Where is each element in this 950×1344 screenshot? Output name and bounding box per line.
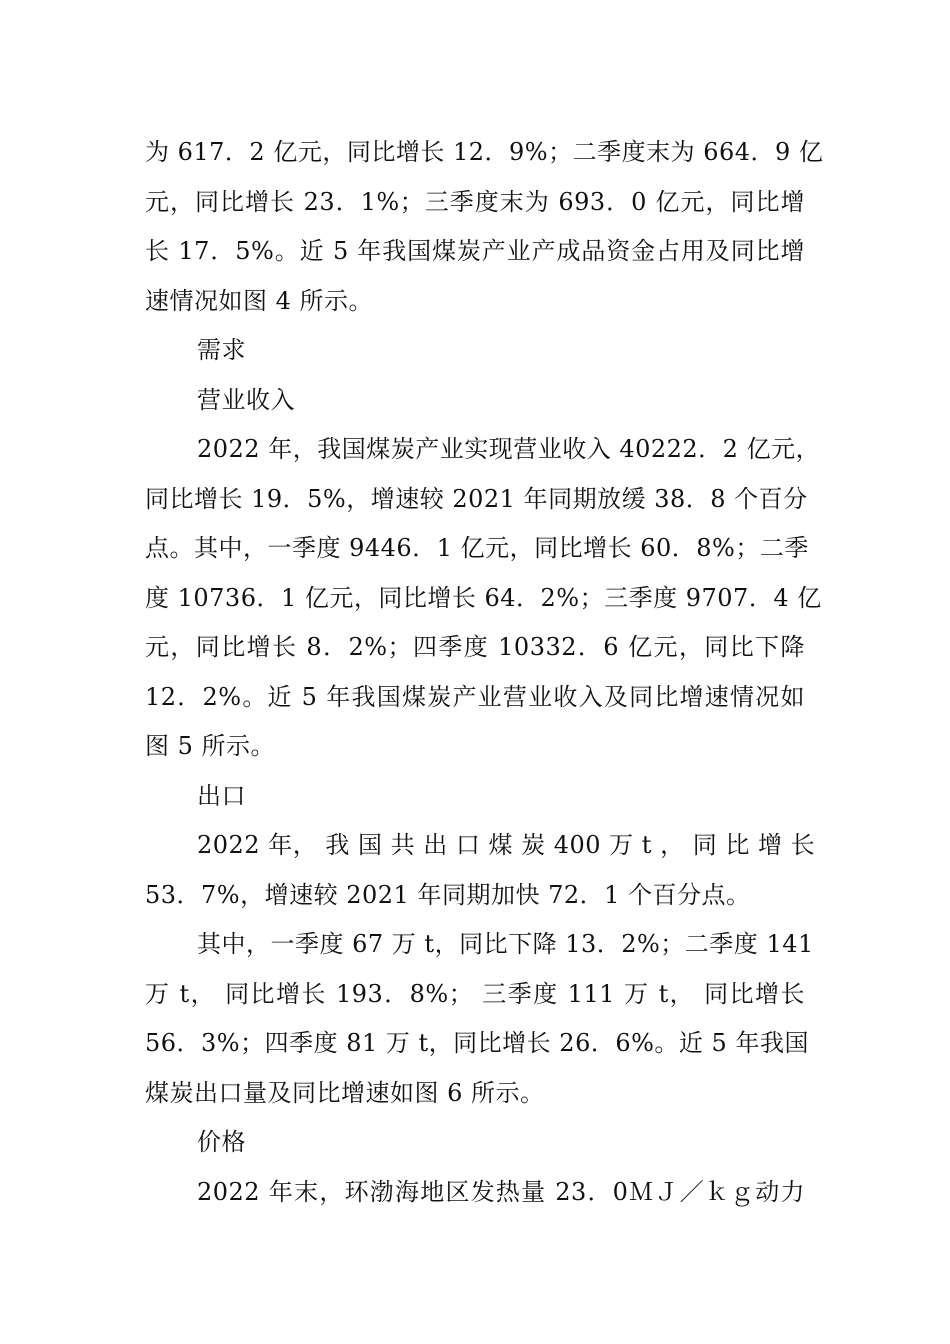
paragraph-line: 2022 年， 我 国 共 出 口 煤 炭 400 万 t ， 同 比 增 长 [197, 831, 816, 859]
paragraph-line: 53．7%，增速较 2021 年同期加快 72．1 个百分点。 [145, 880, 751, 909]
paragraph-line: 图 5 所示。 [145, 732, 276, 760]
paragraph-line: 元，同比增长 8．2%；四季度 10332．6 亿元，同比下降 [145, 633, 805, 661]
section-heading-export: 出口 [197, 781, 246, 810]
paragraph-line: 长 17．5%。近 5 年我国煤炭产业产成品资金占用及同比增 [145, 237, 805, 265]
section-heading-demand: 需求 [197, 336, 246, 364]
section-heading-revenue: 营业收入 [197, 385, 295, 414]
section-heading-price: 价格 [197, 1128, 246, 1156]
paragraph-line: 同比增长 19．5%，增速较 2021 年同期放缓 38．8 个百分 [145, 484, 808, 513]
paragraph-line: 2022 年，我国煤炭产业实现营业收入 40222．2 亿元， [197, 435, 821, 463]
paragraph-line: 为 617．2 亿元，同比增长 12．9%；二季度末为 664．9 亿 [145, 138, 824, 166]
paragraph-line: 2022 年末，环渤海地区发热量 23．0ＭＪ／ｋｇ动力 [197, 1177, 805, 1206]
paragraph-line: 56．3%；四季度 81 万 t，同比增长 26．6%。近 5 年我国 [145, 1029, 809, 1057]
document-body [145, 128, 824, 1217]
paragraph-line: 度 10736．1 亿元，同比增长 64．2%；三季度 9707．4 亿 [145, 583, 822, 612]
paragraph-line: 速情况如图 4 所示。 [145, 286, 374, 315]
paragraph-line: 其中，一季度 67 万 t，同比下降 13．2%；二季度 141 [197, 930, 814, 958]
paragraph-line: 元，同比增长 23．1%；三季度末为 693．0 亿元，同比增 [145, 187, 805, 216]
paragraph-line: 点。其中，一季度 9446．1 亿元，同比增长 60．8%；二季 [145, 534, 809, 562]
paragraph-line: 万 t， 同比增长 193．8%； 三季度 111 万 t， 同比增长 [145, 979, 805, 1008]
paragraph-line: 煤炭出口量及同比增速如图 6 所示。 [145, 1078, 545, 1107]
paragraph-line: 12．2%。近 5 年我国煤炭产业营业收入及同比增速情况如 [145, 682, 805, 711]
